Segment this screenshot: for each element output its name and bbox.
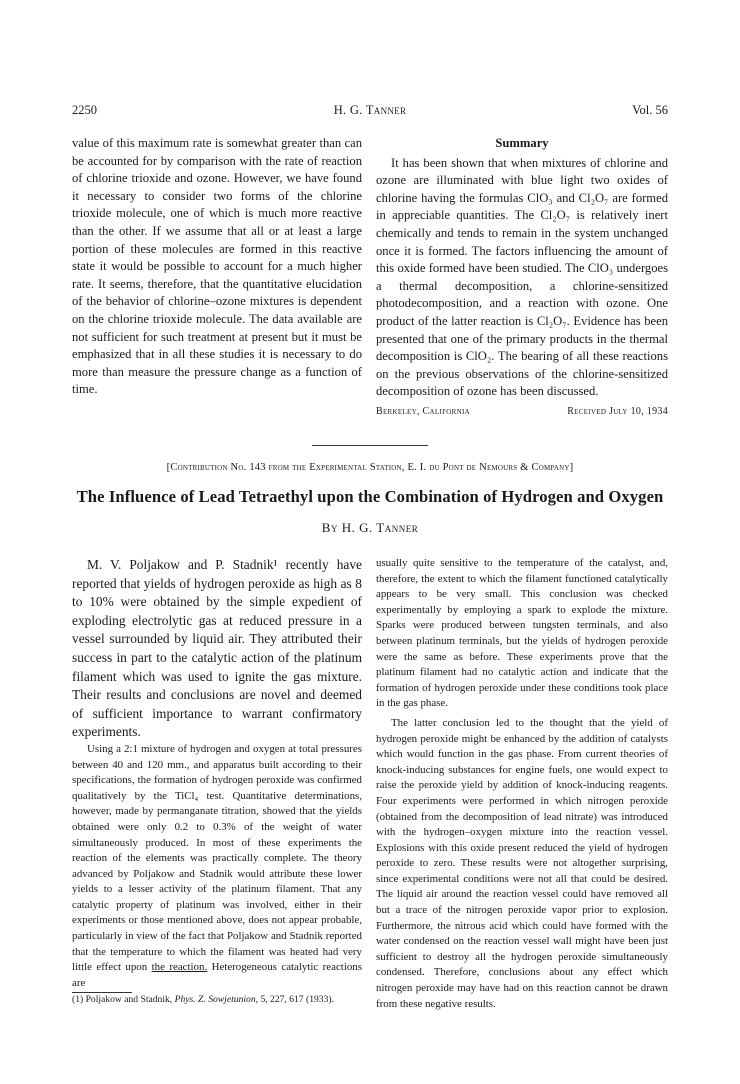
- contribution-note: [Contribution No. 143 from the Experimental Station, E. I. du Pont de Nemours & Company]: [166, 462, 574, 473]
- article-title: The Influence of Lead Tetraethyl upon the Combination of Hydrogen and Oxygen: [76, 487, 664, 506]
- footnote: [72, 994, 362, 1007]
- summary-heading: Summary: [495, 136, 549, 150]
- previous-article-left-column: [72, 135, 362, 399]
- body-paragraph-text: Using a 2:1 mixture of hydrogen and oxygen at total pressures between 40 and 120 mm., and apparatus built according to their specifications, the formation of hydrogen peroxide was confirmed qualitatively by the TiCl₄ test. Quantitative determinations, however, made by permanganate titration, showed that the yields obtained were only 0.2 to 0.3% of the weight of water simultaneously produced. In most of these experiments the reaction of the elements was practically complete. The theory advanced by Poljakow and Stadnik would attribute these lower yields to a lesser activity of the platinum filament. That any catalytic property of platinum was involved, either in their experiments or those mentioned above, does not appear probable, particularly in view of the fact that Poljakow and Stadnik reported that the temperature to which the filament was heated had very little effect upon: [72, 742, 362, 974]
- signature-line: [376, 403, 668, 421]
- underlined-phrase: the reaction.: [151, 961, 208, 974]
- volume-number: Vol. 56: [632, 103, 668, 117]
- section-divider: [312, 445, 428, 446]
- right-paragraph-1: usually quite sensitive to the temperature of the catalyst, and, therefore, the extent to which the filament functioned catalytically appears to be very small. This conclusion was checked experimentally by employing a spark to explode the mixture. Sparks were produced between tungsten terminals, and also between platinum terminals, but the yields of hydrogen peroxide were the same as before. These experiments prove that the platinum filament had no catalytic action and indicate that the formation of hydrogen peroxide under these conditions took place in the gas phase.: [376, 557, 668, 710]
- article-right-column: [376, 556, 668, 1012]
- footnote-rule: [72, 992, 132, 993]
- right-paragraph-2: The latter conclusion led to the thought that the yield of hydrogen peroxide might be enhanced by the addition of catalysts which would function in the gas phase. From current theories of knock-inducing substances for engine fuels, one would expect to raise the peroxide yield by addition of knock-inducing reagents. Four experiments were performed in which nitrogen peroxide (obtained from the decomposition of lead nitrate) was introduced with the hydrogen–oxygen mixture into the reaction vessel. Explosions with this oxide present reduced the yield of hydrogen peroxide to zero. These results were not altogether surprising, since experimental conditions were not all that could be desired. The liquid air around the reaction vessel could have removed all but a trace of the nitrogen peroxide vapor prior to explosion. Furthermore, the nitrous acid which could have formed with the water condensed on the reaction vessel wall might have been just sufficient to destroy all the hydrogen peroxide simultaneously condensed. Therefore, conclusions about any effect which nitrogen peroxide may have had on this reaction cannot be drawn from these negative results.: [376, 716, 668, 1010]
- running-head-author: H. G. Tanner: [333, 103, 407, 117]
- body-paragraph: [72, 742, 362, 992]
- article-left-column: [72, 556, 362, 1007]
- running-head: [72, 103, 668, 121]
- body-paragraph-tail: Heterogeneous catalytic reactions are: [72, 961, 362, 989]
- footnote-journal: Phys. Z. Sowjetunion,: [174, 994, 259, 1006]
- summary-paragraph: It has been shown that when mixtures of chlorine and ozone are illuminated with blue light two oxides of chlorine having the formulas ClO₃ and Cl₂O₇ are formed in appreciable quantities. The Cl₂O₇ is relatively inert chemically and tends to remain in the system unchanged once it is formed. The factors influencing the amount of this oxide formed have been studied. The ClO₃ undergoes a thermal decomposition, a chlorine-sensitized photodecomposition, and a reaction with ozone. One product of the latter reaction is Cl₂O₇. Evidence has been presented that one of the primary products in the thermal decomposition is ClO₂. The bearing of all these reactions on the previous observations of the chlorine-sensitized decomposition of ozone has been discussed.: [376, 155, 668, 399]
- footnote-reference: 5, 227, 617 (1933).: [260, 994, 334, 1006]
- article-byline: By H. G. Tanner: [321, 520, 419, 535]
- summary-section: [376, 135, 668, 421]
- lead-paragraph: M. V. Poljakow and P. Stadnik¹ recently have reported that yields of hydrogen peroxide as high as 8 to 10% were obtained by the simple expedient of exploding electrolytic gas at reduced pressure in a vessel surrounded by liquid air. They attributed their success in part to the catalytic action of the platinum filament which was used to ignite the gas mixture. Their results and conclusions are novel and deemed of sufficient importance to warrant confirmatory experiments.: [72, 557, 362, 740]
- received-date: Received July 10, 1934: [567, 405, 668, 417]
- previous-article-paragraph: value of this maximum rate is somewhat greater than can be accounted for by comparison with the rate of reaction of chlorine trioxide and ozone. However, we have found it necessary to consider two forms of the chlorine trioxide molecule, one of which is much more reactive than the other. If we assume that all or at least a large portion of these molecules are formed in this reactive state it would be possible to account for a much higher rate. It seems, therefore, that the quantitative elucidation of the behavior of chlorine–ozone mixtures is dependent on the chlorine trioxide molecule. The data available are not sufficient for such treatment at present but it must be emphasized that in all these studies it is necessary to do more than measure the pressure change as a function of time.: [72, 136, 362, 397]
- page-number: 2250: [72, 103, 97, 117]
- author-location: Berkeley, California: [376, 405, 470, 417]
- footnote-authors: (1) Poljakow and Stadnik,: [72, 994, 173, 1006]
